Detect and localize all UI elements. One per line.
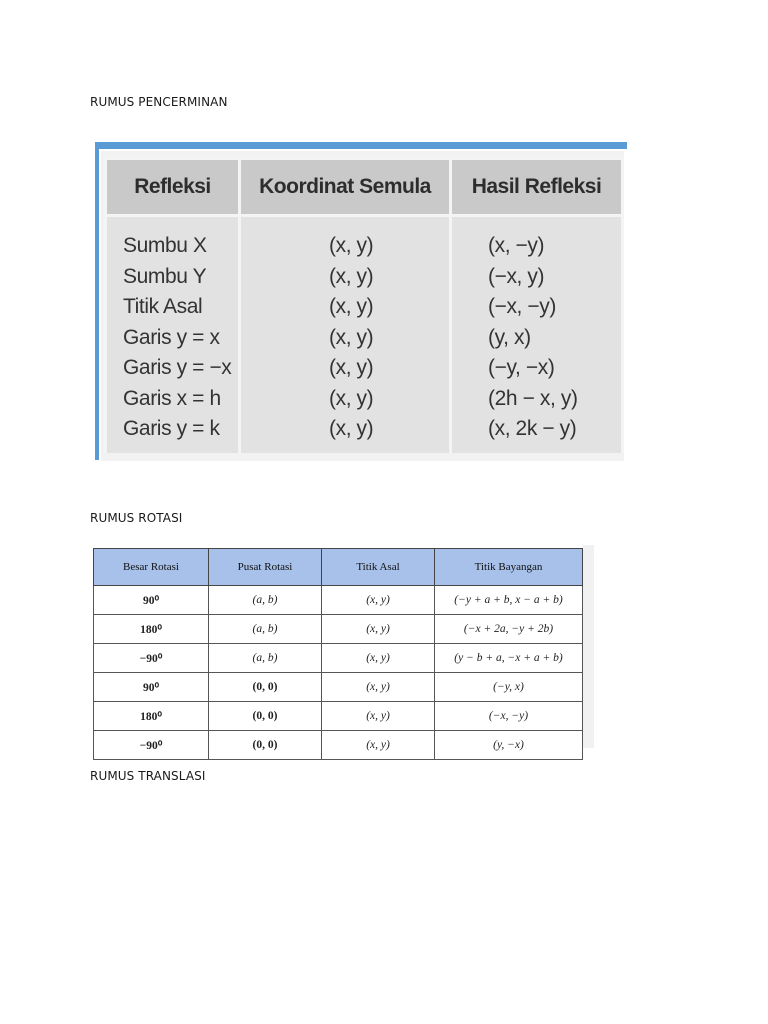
header-pusat-rotasi: Pusat Rotasi bbox=[209, 549, 322, 586]
table-row bbox=[94, 702, 583, 731]
table-cell: (x, y) bbox=[329, 295, 374, 318]
reflection-table bbox=[104, 157, 624, 453]
table-cell: Sumbu X bbox=[123, 234, 207, 257]
table-cell: −90⁰ bbox=[94, 644, 209, 673]
table-cell: (x, y) bbox=[322, 702, 435, 731]
table-cell: (x, y) bbox=[329, 325, 374, 349]
table-cell: 90⁰ bbox=[94, 673, 209, 702]
table-cell: (−x, y) bbox=[488, 264, 545, 288]
table-header-row bbox=[94, 549, 583, 586]
table-cell: (y, −x) bbox=[435, 731, 583, 760]
table-row bbox=[94, 586, 583, 615]
table-cell: (x, y) bbox=[322, 615, 435, 644]
table-cell: (0, 0) bbox=[209, 731, 322, 760]
table-cell: −90⁰ bbox=[94, 731, 209, 760]
table-cell: Garis y = k bbox=[123, 417, 220, 440]
table-cell: 90⁰ bbox=[94, 586, 209, 615]
header-besar-rotasi: Besar Rotasi bbox=[94, 549, 209, 586]
column-hasil-refleksi bbox=[451, 216, 623, 454]
table-cell: (x, y) bbox=[329, 234, 374, 257]
table-row bbox=[94, 731, 583, 760]
heading-rumus-translasi: RUMUS TRANSLASI bbox=[90, 769, 206, 783]
table-cell: Garis x = h bbox=[123, 386, 221, 410]
table-cell: (x, y) bbox=[329, 417, 374, 440]
table-cell: (x, y) bbox=[322, 644, 435, 673]
heading-rumus-rotasi: RUMUS ROTASI bbox=[90, 511, 183, 525]
table-cell: (−x + 2a, −y + 2b) bbox=[435, 615, 583, 644]
table-cell: (a, b) bbox=[209, 615, 322, 644]
table-cell: (a, b) bbox=[209, 644, 322, 673]
table-cell: (−y, −x) bbox=[488, 356, 555, 379]
table-cell: (x, −y) bbox=[488, 234, 545, 257]
image-right-edge bbox=[583, 545, 594, 748]
table-cell: (0, 0) bbox=[209, 673, 322, 702]
table-cell: Titik Asal bbox=[123, 295, 203, 318]
table-cell: (−y + a + b, x − a + b) bbox=[435, 586, 583, 615]
table-cell: (x, y) bbox=[322, 586, 435, 615]
header-refleksi: Refleksi bbox=[106, 159, 240, 216]
table-cell: 180⁰ bbox=[94, 702, 209, 731]
reflection-table-image bbox=[95, 137, 628, 462]
table-cell: Garis y = x bbox=[123, 325, 220, 349]
table-cell: (x, y) bbox=[329, 356, 374, 379]
table-cell: (−x, −y) bbox=[488, 295, 556, 318]
header-koordinat-semula: Koordinat Semula bbox=[240, 159, 451, 216]
table-cell: (−x, −y) bbox=[435, 702, 583, 731]
table-body-row bbox=[106, 216, 623, 454]
table-cell: (2h − x, y) bbox=[488, 386, 578, 410]
image-top-border bbox=[97, 142, 627, 149]
table-cell: (y, x) bbox=[488, 325, 531, 349]
column-koordinat-semula bbox=[240, 216, 451, 454]
table-cell: (x, y) bbox=[322, 673, 435, 702]
table-cell: (−y, x) bbox=[435, 673, 583, 702]
header-hasil-refleksi: Hasil Refleksi bbox=[451, 159, 623, 216]
rotation-table bbox=[93, 548, 583, 760]
table-row bbox=[94, 615, 583, 644]
table-header-row bbox=[106, 159, 623, 216]
header-titik-asal: Titik Asal bbox=[322, 549, 435, 586]
image-left-border bbox=[95, 142, 99, 460]
table-row bbox=[94, 673, 583, 702]
header-titik-bayangan: Titik Bayangan bbox=[435, 549, 583, 586]
table-cell: (x, y) bbox=[329, 386, 374, 410]
table-cell: (a, b) bbox=[209, 586, 322, 615]
heading-rumus-pencerminan: RUMUS PENCERMINAN bbox=[90, 95, 228, 109]
table-cell: (y − b + a, −x + a + b) bbox=[435, 644, 583, 673]
table-cell: Sumbu Y bbox=[123, 264, 207, 288]
table-row bbox=[94, 644, 583, 673]
table-cell: (x, y) bbox=[329, 264, 374, 288]
table-cell: (x, 2k − y) bbox=[488, 417, 577, 440]
column-refleksi bbox=[106, 216, 240, 454]
table-cell: 180⁰ bbox=[94, 615, 209, 644]
table-cell: (x, y) bbox=[322, 731, 435, 760]
table-cell: Garis y = −x bbox=[123, 356, 232, 379]
table-cell: (0, 0) bbox=[209, 702, 322, 731]
rotation-table-image bbox=[91, 545, 594, 752]
